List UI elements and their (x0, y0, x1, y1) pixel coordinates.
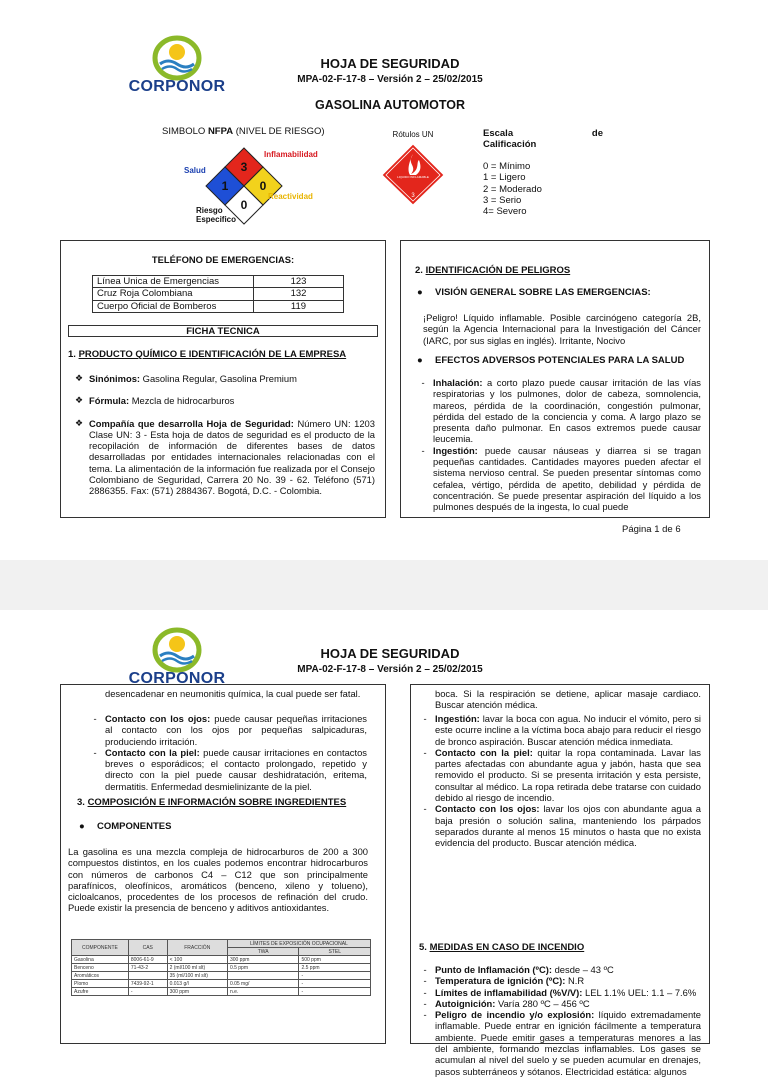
bullet-icon: ● (79, 821, 85, 832)
page-number: Página 1 de 6 (622, 524, 681, 535)
corponor-logo (122, 34, 232, 96)
page-2 (0, 610, 768, 1077)
header-title: HOJA DE SEGURIDAD (320, 56, 460, 71)
bullet-icon: ● (417, 287, 423, 298)
list-item: - Contacto con los ojos: puede causar pequeñas irritaciones al contacto con los ojos por pequeñas salpicaduras, produciendo irritación. (93, 713, 367, 747)
list-item: - Contacto con los ojos: lavar los ojos con abundante agua a baja presión o solución salina, manteniendo los párpados separados durante al menos 15 minutos o hasta que no exista evidencia del producto. Buscar atención médica. (423, 803, 701, 849)
right-column-box (400, 240, 710, 518)
nfpa-salud-label: Salud (184, 166, 206, 175)
nfpa-reactivity-value: 0 (259, 179, 267, 193)
header-title: HOJA DE SEGURIDAD (320, 646, 460, 661)
right-column-box (410, 684, 710, 1077)
list-item: ❖ Compañía que desarrolla Hoja de Seguridad: Número UN: 1203 Clase UN: 3 - Esta hoja de datos de seguridad es el producto de la recopilación de información de diferentes bases de datos desarrolladas por entidades internacionales relacionadas con el tema. La alimentación de la información fue realizada por el Consejo Colombiano de Seguridad, Carrera 20 No. 39 - 62. Teléfono (571) 2886355. Fax: (571) 2884367. Bogotá, D.C. - Colombia. (75, 417, 375, 497)
logo-text: CORPONOR (128, 669, 226, 687)
list-item: - Peligro de incendio y/o explosión: líquido extremadamente inflamable. Puede entrar en ignición fácilmente a temperatura ambiente. Puede emitir gases a temperaturas menores a las del ambiente, formando mezclas inflamables. Los gases se acumulan al nivel del suelo y se pueden acumular en drenajes, pasos subterráneos y sótanos. Electricidad estática: algunos (423, 1009, 702, 1077)
efectos-title: ● EFECTOS ADVERSOS POTENCIALES PARA LA SALUD (417, 355, 685, 366)
section-2-title: 2. IDENTIFICACIÓN DE PELIGROS (415, 265, 571, 276)
table-row: Benceno 71-43-2 2 (ml/100 ml slt) 0.5 ppm 2.5 ppm (72, 964, 371, 972)
logo-emblem-icon (144, 626, 210, 672)
componentes-title: ● COMPONENTES (79, 821, 172, 832)
nfpa-specific-value: 0 (240, 198, 248, 212)
nfpa-title: SIMBOLO NFPA (NIVEL DE RIESGO) (162, 126, 325, 137)
diamond-bullet-icon: ❖ (75, 395, 84, 406)
componentes-text: La gasolina es una mezcla compleja de hidrocarburos de 200 a 300 compuestos distintos, en los cuales podemos encontrar hidrocarburos con números de carbonos C4 – C12 que son principalmente parafínicos, oleofínicos, aromáticos (benceno, xileno y tolueno), cicloalcanos, procedentes de los procesos de refinación del crudo. Puede existir la presencia de benceno y aditivos antioxidantes. (68, 846, 368, 914)
flammable-liquid-icon (378, 142, 448, 206)
nfpa-inflamabilidad-label: Inflamabilidad (264, 150, 318, 159)
un-placard-label: Rótulos UN (392, 130, 434, 139)
ficha-tecnica-title: FICHA TECNICA (68, 325, 378, 337)
left-column-box (60, 684, 386, 1044)
section-1-title: 1. PRODUCTO QUÍMICO E IDENTIFICACIÓN DE LA EMPRESA (68, 349, 347, 360)
diamond-bullet-icon: ❖ (75, 417, 84, 428)
emergency-table (92, 275, 344, 313)
section-5-title: 5. MEDIDAS EN CASO DE INCENDIO (419, 942, 585, 953)
list-item: ❖ Fórmula: Mezcla de hidrocarburos (75, 395, 235, 407)
un-placard-text: LIQUIDO INFLAMABLE (397, 175, 429, 179)
diamond-bullet-icon: ❖ (75, 373, 84, 383)
list-item: - Inhalación: a corto plazo puede causar irritación de las vías respiratorias y los pulmones, dolor de cabeza, somnolencia, mareos, pérdida de la coordinación, congestión pulmonar, pérdida del estado de la conciencia y coma. A largo plazo se presenta daño pulmonar. En casos extremos puede causar leucemia. (421, 377, 701, 445)
list-item: - Ingestión: puede causar náuseas y diarrea si se tragan pequeñas cantidades. Cantidades mayores pueden afectar el sistema nervioso central. Se pueden presentar síntomas como cefalea, vértigo, pérdida de apetito, debilidad y pérdida de concentración. Se puede presentar aspiración del líquido a los pulmones después de la ingesta, lo cual puede (421, 444, 701, 513)
first-aid-list (415, 713, 701, 848)
scale-item: 0 = Mínimo (483, 160, 531, 172)
nfpa-reactividad-label: Reactividad (268, 192, 313, 201)
nfpa-diamond (180, 140, 340, 230)
un-class-number: 3 (411, 193, 415, 199)
components-table: COMPONENTE CAS FRACCIÓN LÍMITES DE EXPOSICIÓN OCUPACIONAL TWA STEL Gasolina 8006-61-9 < 100 300 ppm 500 ppm Benceno 71-43-2 2 (ml/100 ml slt) 0.5 ppm 2.5 ppm Aromáticos 35 (ml/100 ml slt) - Plomo 7439-92-1 0.013 g/l 0.05 mg/ - Azufre - 300 ppm n.e. - (71, 939, 371, 996)
vision-title: ● VISIÓN GENERAL SOBRE LAS EMERGENCIAS: (417, 287, 651, 298)
corponor-logo (122, 626, 232, 688)
product-name: GASOLINA AUTOMOTOR (315, 98, 465, 112)
logo-text: CORPONOR (128, 77, 226, 95)
list-item: - Autoignición: Varía 280 ºC – 456 ºC (423, 997, 590, 1009)
emergency-title: TELÉFONO DE EMERGENCIAS: (151, 254, 295, 265)
scale-item: 2 = Moderado (483, 183, 542, 195)
scale-item: 4= Severo (483, 206, 527, 218)
list-item: - Ingestión: lavar la boca con agua. No inducir el vómito, pero si este ocurre incline a la víctima boca abajo para reducir el riesgo de bronco aspiración. Buscar atención médica inmediata. (423, 713, 701, 747)
page-separator (0, 560, 768, 610)
nfpa-health-value: 1 (221, 179, 229, 193)
vision-text: ¡Peligro! Líquido inflamable. Posible carcinógeno categoría 2B, según la Agencia Internacional para la Investigación del Cáncer (IARC, por sus siglas en inglés). Irritante, Nocivo (423, 312, 701, 346)
header-code: MPA-02-F-17-8 – Versión 2 – 25/02/2015 (297, 73, 483, 85)
table-row: Línea Unica de Emergencias 123 (93, 276, 344, 288)
table-row: Cruz Roja Colombiana 132 (93, 288, 344, 300)
intro-text: boca. Si la respiración se detiene, aplicar masaje cardiaco. Buscar atención médica. (435, 688, 701, 711)
bullet-icon: ● (417, 355, 423, 366)
table-row: Plomo 7439-92-1 0.013 g/l 0.05 mg/ - (72, 980, 371, 988)
document-header (240, 646, 540, 676)
table-row: Azufre - 300 ppm n.e. - (72, 988, 371, 996)
fire-list (415, 964, 701, 1077)
table-row: Cuerpo Oficial de Bomberos 119 (93, 300, 344, 312)
header-code: MPA-02-F-17-8 – Versión 2 – 25/02/2015 (297, 663, 483, 675)
efectos-list (413, 377, 701, 512)
list-item: - Contacto con la piel: quitar la ropa contaminada. Lavar las partes afectadas con abundante agua y jabón, hasta que sea removido el producto. Si se presenta irritación y esta persiste, consultar al médico. La ropa retirada debe tratarse con cuidado debido al riesgo de incendio. (423, 746, 701, 803)
table-row: Aromáticos 35 (ml/100 ml slt) - (72, 972, 371, 980)
intro-text: desencadenar en neumonitis química, la cual puede ser fatal. (105, 688, 361, 699)
document-header (240, 56, 540, 86)
list-item: - Temperatura de ignición (ºC): N.R (423, 975, 585, 987)
contact-list (85, 713, 367, 792)
list-item: ❖ Sinónimos: Gasolina Regular, Gasolina Premium (75, 373, 297, 384)
section-3-title: 3. COMPOSICIÓN E INFORMACIÓN SOBRE INGREDIENTES (77, 797, 347, 808)
list-item: - Punto de Inflamación (ºC): desde – 43 ºC (423, 964, 614, 975)
nfpa-riesgo-label: Riesgo Especifico (196, 206, 237, 225)
table-row: Gasolina 8006-61-9 < 100 300 ppm 500 ppm (72, 956, 371, 964)
un-placard (378, 130, 448, 205)
scale-item: 1 = Ligero (483, 172, 526, 184)
section-1-list (75, 373, 375, 497)
rating-scale: Escala de Calificación 0 = Mínimo 1 = Ligero 2 = Moderado 3 = Serio 4= Severo (483, 128, 603, 218)
list-item: - Límites de inflamabilidad (%V/V): LEL 1.1% UEL: 1.1 – 7.6% (423, 986, 697, 998)
list-item: - Contacto con la piel: puede causar irritaciones en contactos breves o esporádicos; el contacto prolongado, repetido y directo con la piel puede causar deshidratación, eritema, dermatitis. Enfermedad desmielinizante de la piel. (93, 746, 367, 792)
logo-emblem-icon (144, 34, 210, 80)
left-column-box (60, 240, 386, 518)
nfpa-flammability-value: 3 (240, 160, 248, 174)
scale-item: 3 = Serio (483, 194, 522, 206)
